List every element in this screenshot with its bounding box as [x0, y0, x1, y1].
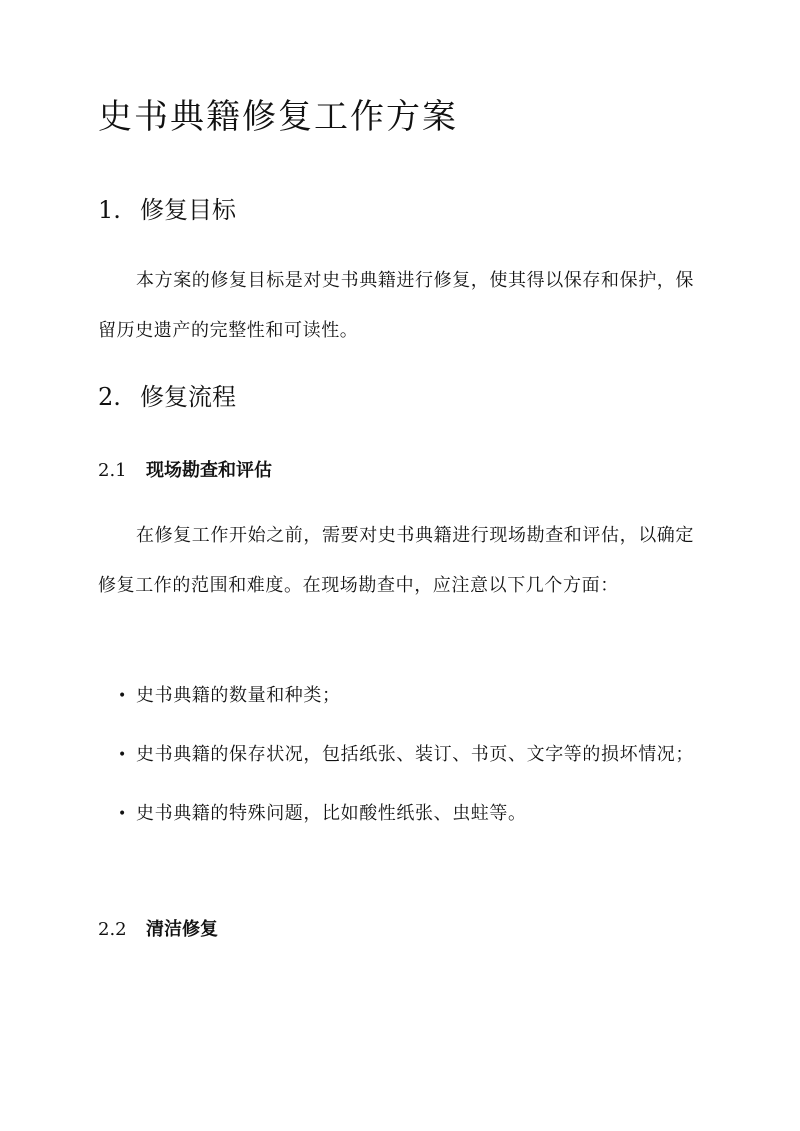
assessment-bullet-list — [98, 672, 702, 849]
list-item-text: 史书典籍的保存状况，包括纸张、装订、书页、文字等的损坏情况； — [136, 744, 694, 765]
bullet-dot-icon: • — [118, 747, 127, 763]
subsection-2-1-paragraph: 在修复工作开始之前，需要对史书典籍进行现场勘查和评估，以确定修复工作的范围和难度。在现场勘查中，应注意以下几个方面： — [98, 525, 694, 596]
section-title: 修复目标 — [140, 196, 236, 224]
list-item — [98, 731, 702, 779]
section-number: 1. — [98, 196, 121, 224]
section-number: 2. — [98, 383, 121, 411]
subsection-number: 2.2 — [98, 919, 127, 940]
subsection-title: 清洁修复 — [146, 919, 218, 940]
document-title: 史书典籍修复工作方案 — [98, 97, 458, 137]
section-heading-1 — [98, 193, 236, 227]
list-item — [98, 790, 702, 838]
subsection-heading-2-2 — [98, 917, 218, 943]
subsection-number: 2.1 — [98, 460, 127, 481]
bullet-dot-icon: • — [118, 806, 127, 822]
list-item-text: 史书典籍的数量和种类； — [136, 685, 341, 706]
section-title: 修复流程 — [140, 383, 236, 411]
list-item — [98, 672, 702, 720]
bullet-dot-icon: • — [118, 688, 127, 704]
section-1-paragraph: 本方案的修复目标是对史书典籍进行修复，使其得以保存和保护，保留历史遗产的完整性和可读性。 — [98, 270, 694, 341]
subsection-heading-2-1 — [98, 458, 272, 484]
section-heading-2 — [98, 380, 236, 414]
subsection-title: 现场勘查和评估 — [146, 460, 272, 481]
list-item-text: 史书典籍的特殊问题，比如酸性纸张、虫蛀等。 — [136, 803, 527, 824]
